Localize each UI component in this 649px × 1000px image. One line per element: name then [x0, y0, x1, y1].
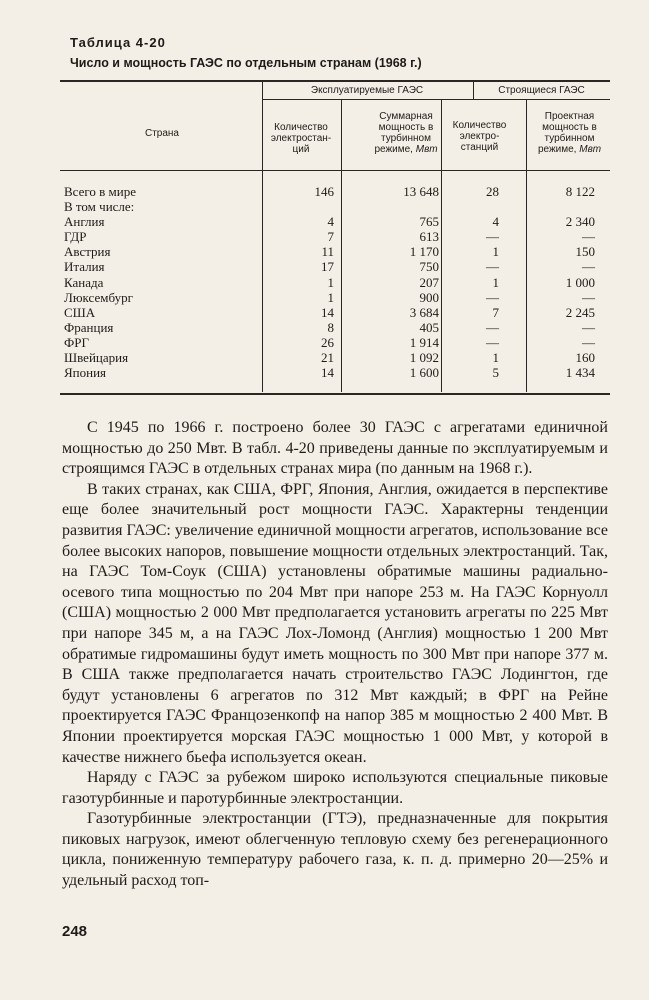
cell-op-power: 207 — [419, 274, 439, 290]
cell-cons-power: 160 — [575, 350, 595, 366]
cell-op-power: 3 684 — [409, 304, 439, 320]
cell-country: Франция — [64, 319, 114, 335]
header-group-rule — [262, 99, 610, 100]
cell-cons-power: 2 340 — [565, 214, 595, 230]
page-number: 248 — [62, 923, 88, 940]
cell-cons-power: 8 122 — [565, 184, 595, 199]
table-row — [64, 350, 610, 365]
paragraph: Газотурбинные электростанции (ГТЭ), предназначенные для покрытия пиковых нагрузок, имеют облегченную тепловую схему без регенерационного цикла, пониженную температуру рабочего газа, к. п. д. примерно 20—25% и удельный расход топ- — [62, 810, 608, 890]
header-op-power: Суммарная мощность в турбинном режиме, Мвт — [374, 111, 438, 155]
cell-cons-power: — — [582, 259, 595, 275]
cell-cons-power: 2 245 — [565, 304, 595, 320]
header-construction-group: Строящиеся ГАЭС — [498, 85, 585, 96]
table-row — [64, 365, 610, 380]
cell-op-count: 1 — [327, 274, 334, 290]
table-bottom-rule — [60, 393, 610, 395]
cell-op-count — [272, 199, 334, 214]
paragraph: Наряду с ГАЭС за рубежом широко используются специальные пиковые газотурбинные и паротурбинные электростанции. — [62, 769, 608, 807]
body-text — [62, 418, 608, 892]
cell-cons-count: 1 — [492, 244, 499, 260]
cell-country: Швейцария — [64, 350, 129, 366]
header-operating-group: Эксплуатируемые ГАЭС — [310, 85, 424, 96]
header-cons-count: Количество электро- станций — [452, 120, 507, 153]
cell-op-count: 17 — [321, 259, 334, 275]
cell-op-count: 14 — [321, 365, 334, 381]
cell-op-count: 146 — [314, 184, 334, 199]
table-caption-title: Число и мощность ГАЭС по отдельным странам (1968 г.) — [70, 56, 422, 70]
header-country: Страна — [144, 128, 179, 139]
column-divider — [473, 80, 474, 100]
cell-cons-count: 1 — [492, 274, 499, 290]
table-row — [64, 275, 610, 290]
cell-op-power: 613 — [419, 229, 439, 245]
cell-country: США — [64, 304, 96, 320]
cell-op-count: 11 — [321, 244, 334, 260]
cell-op-count: 8 — [327, 319, 334, 335]
cell-op-count: 14 — [321, 304, 334, 320]
table-row — [64, 335, 610, 350]
cell-op-power: 405 — [419, 319, 439, 335]
cell-country: ФРГ — [64, 334, 90, 350]
cell-cons-power: — — [582, 319, 595, 335]
cell-country: Австрия — [64, 244, 111, 260]
cell-cons-count — [439, 199, 499, 214]
cell-cons-power — [499, 199, 595, 214]
header-op-count: Количество электростан- ций — [270, 122, 332, 155]
cell-cons-count: — — [486, 334, 499, 350]
cell-op-power: 1 914 — [409, 334, 439, 350]
cell-cons-count: 28 — [486, 184, 499, 199]
cell-country: В том числе: — [64, 199, 135, 215]
cell-cons-count: — — [486, 319, 499, 335]
cell-op-count: 21 — [321, 350, 334, 366]
table-row — [64, 229, 610, 244]
cell-op-count: 4 — [327, 214, 334, 230]
cell-country: Люксембург — [64, 289, 133, 305]
cell-op-power — [334, 199, 439, 214]
cell-cons-power: — — [582, 334, 595, 350]
cell-op-power: 900 — [419, 289, 439, 305]
table-row — [64, 244, 610, 259]
cell-cons-power: — — [582, 229, 595, 245]
cell-op-power: 13 648 — [403, 184, 439, 199]
cell-op-power: 1 600 — [409, 365, 439, 381]
cell-op-power: 750 — [419, 259, 439, 275]
table-row — [64, 259, 610, 274]
cell-cons-count: 7 — [492, 304, 499, 320]
cell-country: Япония — [64, 365, 107, 381]
cell-country: Канада — [64, 274, 104, 290]
paragraph: В таких странах, как США, ФРГ, Япония, Англия, ожидается в перспективе еще более значительный рост мощности ГАЭС. Характерны тенденции развития ГАЭС: увеличение единичной мощности агрегатов, использование все более высоких напоров, повышение мощности отдельных электростанций. Так, на ГАЭС Том-Соук (США) установлены обратимые машины радиально-осевого типа мощностью по 204 Мвт при напоре 253 м. На ГАЭС Корнуолл (США) мощностью 2 000 Мвт предполагается установить агрегаты по 225 Мвт при напоре 345 м, а на ГАЭС Лох-Ломонд (Англия) мощностью 1 200 Мвт обратимые гидромашины будут иметь мощность по 300 Мвт при напоре 377 м. В США также предполагается начать строительство ГАЭС Лодингтон, где будут установлены 6 агрегатов по 312 Мвт каждый; в ФРГ на Рейне проектируется ГАЭС Францозенкопф на напор 385 м мощностью 2 400 Мвт. В Японии проектируется морская ГАЭС мощностью 1 000 Мвт, у которой в качестве нижнего бьефа используется океан. — [62, 480, 608, 766]
cell-op-power: 1 092 — [409, 350, 439, 366]
table-row — [64, 199, 610, 214]
table-row — [64, 290, 610, 305]
cell-op-power: 1 170 — [409, 244, 439, 260]
cell-country: ГДР — [64, 229, 87, 245]
cell-op-count: 7 — [327, 229, 334, 245]
cell-country: Всего в мире — [64, 184, 136, 199]
cell-cons-count: — — [486, 259, 499, 275]
cell-op-count: 1 — [327, 289, 334, 305]
cell-country: Италия — [64, 259, 105, 275]
cell-op-power: 765 — [419, 214, 439, 230]
cell-cons-power: 150 — [575, 244, 595, 260]
table-row — [64, 184, 610, 199]
cell-op-count: 26 — [321, 334, 334, 350]
cell-country: Англия — [64, 214, 105, 230]
table-row — [64, 214, 610, 229]
table-body — [64, 184, 610, 380]
paragraph: С 1945 по 1966 г. построено более 30 ГАЭС с агрегатами единичной мощностью до 250 Мвт. В табл. 4-20 приведены данные по эксплуатируемым и строящимся ГАЭС в отдельных странах мира (по данным на 1968 г.). — [62, 419, 608, 478]
table-top-rule — [60, 80, 610, 82]
cell-cons-power: 1 000 — [565, 274, 595, 290]
cell-cons-count: 5 — [492, 365, 499, 381]
cell-cons-power: 1 434 — [565, 365, 595, 381]
cell-cons-count: 1 — [492, 350, 499, 366]
cell-cons-count: — — [486, 289, 499, 305]
cell-cons-count: — — [486, 229, 499, 245]
header-bottom-rule — [60, 170, 610, 171]
table-row — [64, 305, 610, 320]
header-cons-power: Проектная мощность в турбинном режиме, Мвт — [537, 111, 602, 155]
table-caption-number: Таблица 4-20 — [70, 35, 166, 50]
cell-cons-power: — — [582, 289, 595, 305]
table-row — [64, 320, 610, 335]
cell-cons-count: 4 — [492, 214, 499, 230]
